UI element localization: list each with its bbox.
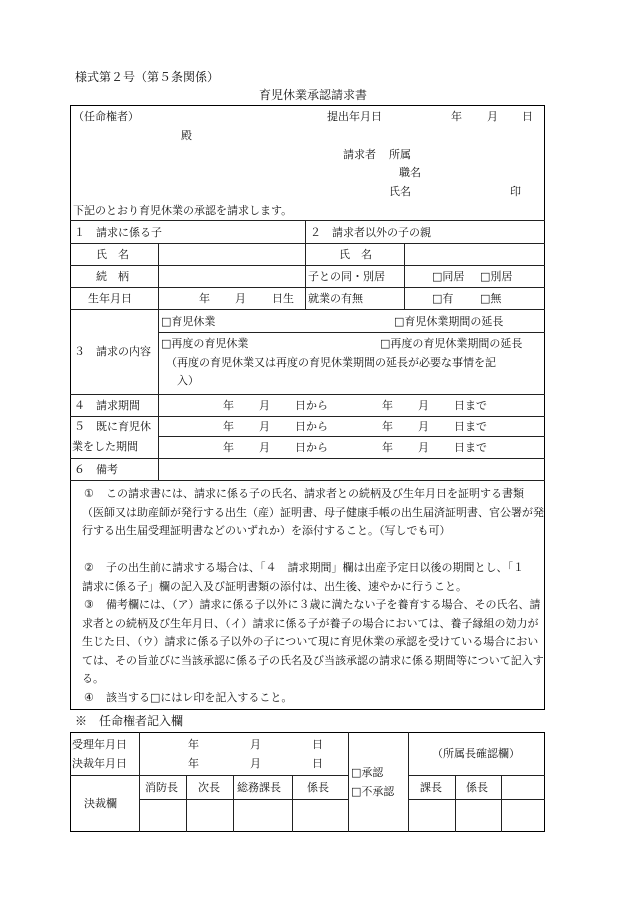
honorific-label: 殿 [181, 129, 192, 142]
opt-childcare-leave-checkbox[interactable]: □育児休業 [161, 315, 216, 328]
submit-year: 年 [451, 110, 462, 123]
general-manager-label: 総務課長 [237, 781, 281, 794]
opt-extension-checkbox[interactable]: □育児休業期間の延長 [394, 315, 504, 328]
requester-label: 請求者 [343, 148, 376, 161]
form-title: 育児休業承認請求書 [259, 88, 368, 102]
employment-label: 就業の有無 [308, 292, 363, 305]
child-relation-label: 続 柄 [96, 270, 129, 283]
note-4-number: ④ [84, 691, 94, 704]
note-1-number: ① [84, 487, 94, 500]
received-date-label: 受理年月日 [72, 738, 127, 751]
child-name-label: 氏 名 [96, 248, 129, 261]
prior-1-from-day: 日から [295, 420, 328, 433]
name-label: 氏名 [389, 185, 411, 198]
prior-2-to-year: 年 [382, 441, 393, 454]
opt-repeat-leave-checkbox[interactable]: □再度の育児休業 [161, 337, 249, 350]
employment-no-checkbox[interactable]: □無 [480, 292, 502, 305]
decided-day: 日 [312, 757, 323, 770]
fire-chief-label: 消防長 [145, 781, 178, 794]
note-1-text: この請求書には、請求に係る子の氏名、請求者との続柄及び生年月日を証明する書類（医師又は助産師が発行する出生（産）証明書、母子健康手帳の出生届済証明書、官公署が発行する出生届受理証明書などのいずれか）を添付すること。（写しでも可） [82, 487, 544, 537]
section-manager-label: 課長 [420, 781, 442, 794]
position-label: 職名 [399, 166, 421, 179]
approval-column-label: 決裁欄 [84, 797, 117, 810]
note-3-number: ③ [84, 598, 94, 611]
authority-title: ※ 任命権者記入欄 [75, 714, 184, 728]
seal-mark: 印 [510, 185, 521, 198]
prior-2-from-year: 年 [223, 441, 234, 454]
section3-title: ３ 請求の内容 [74, 345, 151, 358]
opt-repeat-extension-checkbox[interactable]: □再度の育児休業期間の延長 [380, 337, 523, 350]
section6-title: ６ 備考 [74, 463, 118, 476]
birth-day: 日生 [272, 292, 294, 305]
prior-2-to-day: 日まで [454, 441, 487, 454]
prior-1-to-month: 月 [418, 420, 429, 433]
section5-title-line2: 業をした期間 [72, 440, 138, 453]
decided-month: 月 [250, 757, 261, 770]
appointer-label: （任命権者） [73, 110, 139, 123]
form-number: 様式第２号（第５条関係） [75, 70, 220, 84]
section1-title: １ 請求に係る子 [74, 226, 162, 239]
period-from-day: 日から [295, 399, 328, 412]
reason-line-1: （再度の育児休業又は再度の育児休業期間の延長が必要な事情を記 [166, 356, 496, 369]
note-3-text: 備考欄には、（ア）請求に係る子以外に３歳に満たない子を養育する場合、その氏名、請求者との続柄及び生年月日、（イ）請求に係る子が養子の場合においては、養子縁組の効力が生じた日、（ウ）請求に係る子以外の子について現に育児休業の承認を受けている場合においては、その旨並びに当該承認に係る子の氏名及び当該承認の請求に係る期間等について記入する。 [82, 598, 544, 685]
decided-date-label: 決裁年月日 [72, 757, 127, 770]
deputy-chief-label: 次長 [198, 781, 220, 794]
note-2-text: 子の出生前に請求する場合は、「４ 請求期間」欄は出産予定日以後の期間とし、「１ 請求に係る子」欄の記入及び証明書類の添付は、出生後、速やかに行うこと。 [82, 561, 535, 593]
section5-title-line1: ５ 既に育児休 [74, 420, 151, 433]
period-from-month: 月 [259, 399, 270, 412]
birth-year: 年 [199, 292, 210, 305]
section2-title: ２ 請求者以外の子の親 [310, 226, 431, 239]
period-to-month: 月 [418, 399, 429, 412]
received-year: 年 [188, 738, 199, 751]
affiliation-check-label: （所属長確認欄） [432, 747, 520, 760]
prior-1-from-year: 年 [223, 420, 234, 433]
prior-1-to-year: 年 [382, 420, 393, 433]
employment-yes-checkbox[interactable]: □有 [432, 292, 454, 305]
decided-year: 年 [188, 757, 199, 770]
prior-1-to-day: 日まで [454, 420, 487, 433]
prior-1-from-month: 月 [259, 420, 270, 433]
birth-month: 月 [235, 292, 246, 305]
period-to-day: 日まで [454, 399, 487, 412]
reason-line-2: 入） [177, 374, 199, 387]
living-separate-checkbox[interactable]: □別居 [480, 270, 513, 283]
parent-name-label: 氏 名 [339, 248, 372, 261]
chief-label: 係長 [307, 781, 329, 794]
approve-checkbox[interactable]: □承認 [351, 766, 384, 779]
affiliation-label: 所属 [389, 148, 411, 161]
chief-2-label: 係長 [466, 781, 488, 794]
note-4-text: 該当する□にはレ印を記入すること。 [106, 691, 293, 704]
period-from-year: 年 [223, 399, 234, 412]
prior-2-from-day: 日から [295, 441, 328, 454]
submit-date-label: 提出年月日 [327, 110, 382, 123]
living-label: 子との同・別居 [308, 270, 385, 283]
submit-month: 月 [487, 110, 498, 123]
period-to-year: 年 [382, 399, 393, 412]
prior-2-from-month: 月 [259, 441, 270, 454]
child-birthdate-label: 生年月日 [88, 292, 132, 305]
prior-2-to-month: 月 [418, 441, 429, 454]
received-day: 日 [312, 738, 323, 751]
reject-checkbox[interactable]: □不承認 [351, 785, 395, 798]
section4-title: ４ 請求期間 [74, 399, 140, 412]
living-together-checkbox[interactable]: □同居 [432, 270, 465, 283]
note-2-number: ② [84, 561, 94, 574]
request-statement: 下記のとおり育児休業の承認を請求します。 [73, 204, 293, 217]
submit-day: 日 [522, 110, 533, 123]
received-month: 月 [250, 738, 261, 751]
